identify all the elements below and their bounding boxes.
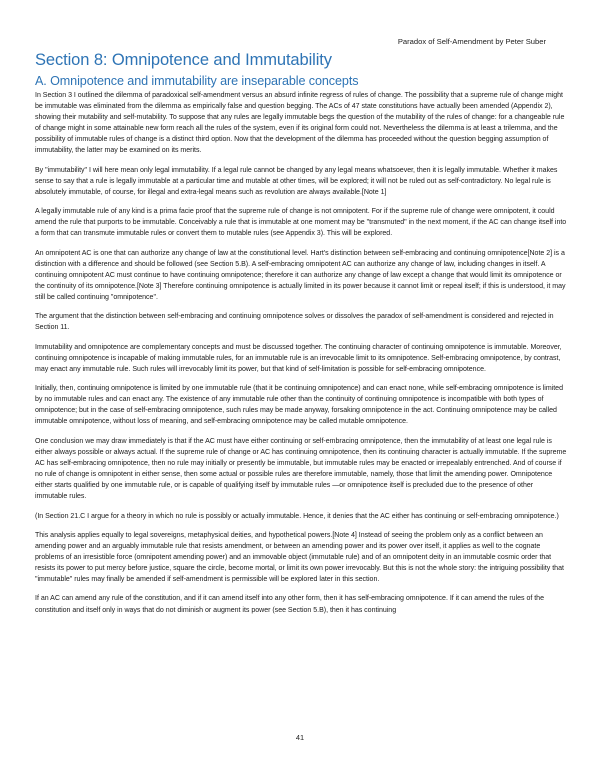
paragraph-one-conclusion: One conclusion we may draw immediately is that if the AC must have either continuing or self-embracing omnipotence, then the immutability of at least one legal rule is either always possible or always actual. If the supreme rule of change or AC has continuing omnipotence, then its continuing character is actually immutable. If the supreme AC has self-embracing omnipotence, then no rule may initially or presently be immutable, but immutable rules may be enacted or irrepealably entrenched. And of course if no rule of change is omnipotent in either sense, then some actual or possible rules are therefore immutable, namely, those that limit the amending power. Omnipotence either starts qualified by one immutable rule, or is capable of qualifying itself by immutable rules —or omnipotence itself is precluded due to the presence of other immutable rules. — [35, 437, 567, 501]
paragraph-complementary-concepts: Immutability and omnipotence are complementary concepts and must be discussed together. The continuing character of continuing omnipotence is immutable. Moreover, continuing omnipotence is incapable of making immutable rules, for an immutable rule is an irrevocable limit to its omnipotence. Self-embracing omnipotence, by contrast, may enact any immutable rule. Such rules will irrevocably limit its power, but that kind of self-limitation is possible for self-embracing omnipotence. — [35, 343, 562, 373]
paragraph-section-21c-note: (In Section 21.C I argue for a theory in which no rule is possibly or actually immutable. Hence, it denies that the AC either has continuing or self-embracing omnipotence.) — [35, 512, 559, 520]
paragraph-immutability-definition: By "immutability" I will here mean only legal immutability. If a legal rule cannot be changed by any legal means whatsoever, then it is legally immutable. Whether it makes sense to say that a rule is legally immutable at a particular time and mutable at other times, will be explored; it will not be ruled out as self-contradictory. No legal rule is absolutely immutable, of course, for illegal and extra-legal means such as revolution are always available.[Note 1] — [35, 166, 558, 196]
paragraph-omnipotent-ac: An omnipotent AC is one that can authorize any change of law at the constitutional level. Hart's distinction between self-embracing and continuing omnipotence[Note 2] is a distinction with a difference and should be followed (see Section 5.B). A self-embracing omnipotent AC can authorize any change of law, including changes in itself. A continuing omnipotent AC must continue to have continuing omnipotence; therefore it can authorize any change of law except a change that would limit its omnipotence or the continuity of its omnipotence.[Note 3] Therefore continuing omnipotence is actually limited in its power because it cannot limit or repeal itself; if this is understood, it may still be called continuing "omnipotence". — [35, 249, 566, 302]
page-number: 41 — [295, 733, 305, 742]
paragraph-prima-facie-proof: A legally immutable rule of any kind is a prima facie proof that the supreme rule of change is not omnipotent. For if the supreme rule of change were omnipotent, it could amend the rule that purports to be immutable. Conceivably a rule that is immutable at one moment may be "transmuted" in the next moment, if the AC can change itself into a form that can transmute immutable rules or convert them to mutable rules (see Appendix 3). This will be explored. — [35, 208, 567, 238]
paragraph-initially-then: Initially, then, continuing omnipotence is limited by one immutable rule (that it be continuing omnipotence) and can enact none, while self-embracing omnipotence is limited by no immutable rules and can enact any. The existence of any immutable rule other than the continuity of continuing omnipotence is incompatible with both types of omnipotence; but in the case of self-embracing omnipotence, such rules may be made anyway, forsaking omnipotence in the act. Continuing omnipotence may be called immutable omnipotence, without loss of meaning, and self-embracing omnipotence may be called mutable omnipotence. — [35, 385, 563, 426]
subsection-title: A. Omnipotence and immutability are inseparable concepts — [35, 74, 359, 88]
page-content — [35, 50, 567, 624]
running-header: Paradox of Self-Amendment by Peter Suber — [397, 37, 546, 46]
paragraph-analysis-applies: This analysis applies equally to legal sovereigns, metaphysical deities, and hypothetical powers.[Note 4] Instead of seeing the problem only as a conflict between an amending power and an arguably immutable rule that resists amendment, or between an amending power and its power over itself, it applies as well to the cognate problems of an irresistible force (omnipotent amending power) and an immovable object (immutable rule) and of an omnipotent deity in an immutable cosmic order that resists its power to put mercy before justice, square the circle, become mortal, or limit its own power irrevocably. But this is not the whole story: the intriguing possibility that "immutable" rules may finally be amended if self-amendment is permissible will be explored later in this section. — [35, 531, 564, 584]
paragraph-section-11-reference: The argument that the distinction between self-embracing and continuing omnipotence solves or dissolves the paradox of self-amendment is considered and rejected in Section 11. — [35, 313, 554, 332]
paragraph-dilemma-intro: In Section 3 I outlined the dilemma of paradoxical self-amendment versus an absurd infinite regress of rules of change. The possibility that a supreme rule of change might be immutable was eliminated from the dilemma as empirically false and question begging. The ACs of 47 state constitutions have actually been amended (Appendix 2), showing their mutability and self-mutability. To suppose that any rules are legally immutable begs the question of the mutability of the rules of change: for a changeable rule of change might in some attainable new form reach all the rules of the system, even if its original form could not. Nevertheless the dilemma is at least a trilemma, and the possibility of immutable rules of change is a distinct third option. Now that the development of the dilemma has proceeded without the question begging assumption of immutability, the latter may be examined on its merits. — [35, 92, 565, 155]
section-title: Section 8: Omnipotence and Immutability — [35, 51, 332, 69]
paragraph-if-an-ac: If an AC can amend any rule of the constitution, and if it can amend itself into any other form, then it has self-embracing omnipotence. If it can amend the rules of the constitution and itself only in ways that do not diminish or augment its power (see Section 5.B), then it has continuing — [35, 595, 544, 614]
